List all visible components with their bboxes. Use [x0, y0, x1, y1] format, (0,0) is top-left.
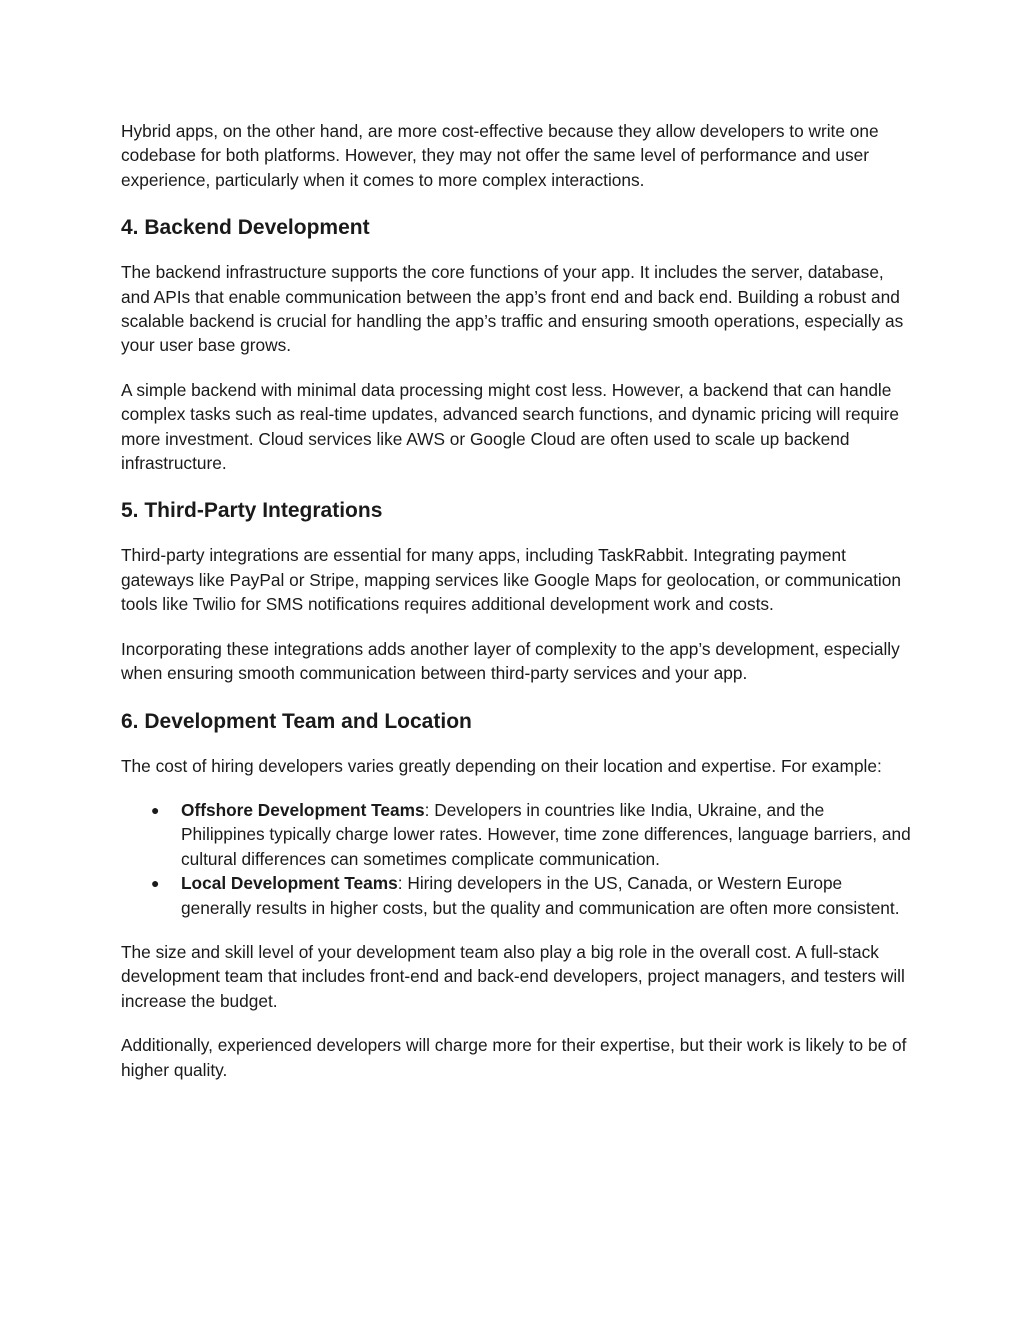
bullet-icon: ●: [151, 801, 160, 818]
team-types-list: [121, 798, 911, 920]
heading-backend-development: 4. Backend Development: [121, 216, 370, 240]
list-item-text: : Hiring developers in the US, Canada, or Western Europe generally results in higher costs, but the quality and communication are often more consistent.: [181, 873, 900, 918]
heading-development-team-location: 6. Development Team and Location: [121, 709, 472, 733]
heading-third-party-integrations: 5. Third-Party Integrations: [121, 499, 383, 523]
list-item-term: Local Development Teams: [181, 873, 398, 894]
paragraph-team-size: The size and skill level of your development team also play a big role in the overall cost. A full-stack development team that includes front-end and back-end developers, project managers, and testers will increase the budget.: [121, 941, 905, 1011]
list-item-offshore: [121, 798, 911, 871]
document-page: [121, 119, 911, 1082]
bullet-icon: ●: [151, 875, 160, 892]
paragraph-integrations-complexity: Incorporating these integrations adds another layer of complexity to the app’s development, especially when ensuring smooth communication between third-party services and your app.: [121, 638, 900, 684]
list-item-local: [121, 871, 911, 920]
list-item-term: Offshore Development Teams: [181, 799, 425, 820]
paragraph-team-intro: The cost of hiring developers varies greatly depending on their location and expertise. For example:: [121, 755, 882, 776]
paragraph-backend-cost: A simple backend with minimal data processing might cost less. However, a backend that can handle complex tasks such as real-time updates, advanced search functions, and dynamic pricing will require more investment. Cloud services like AWS or Google Cloud are often used to scale up backend infrastructure.: [121, 379, 900, 474]
paragraph-backend-infrastructure: The backend infrastructure supports the core functions of your app. It includes the server, database, and APIs that enable communication between the app’s front end and back end. Building a robust and scalable backend is crucial for handling the app’s traffic and ensuring smooth operations, especially as your user base grows.: [121, 262, 904, 356]
paragraph-team-experience: Additionally, experienced developers will charge more for their expertise, but their work is likely to be of higher quality.: [121, 1035, 907, 1080]
list-item-text: : Developers in countries like India, Ukraine, and the Philippines typically charge lower rates. However, time zone differences, language barriers, and cultural differences can sometimes complicate communication.: [181, 799, 911, 869]
paragraph-hybrid-apps: Hybrid apps, on the other hand, are more cost-effective because they allow developers to write one codebase for both platforms. However, they may not offer the same level of performance and user experience, particularly when it comes to more complex interactions.: [121, 121, 879, 190]
paragraph-integrations-overview: Third-party integrations are essential for many apps, including TaskRabbit. Integrating payment gateways like PayPal or Stripe, mapping services like Google Maps for geolocation, or communication tools like Twilio for SMS notifications requires additional development work and costs.: [121, 545, 901, 615]
